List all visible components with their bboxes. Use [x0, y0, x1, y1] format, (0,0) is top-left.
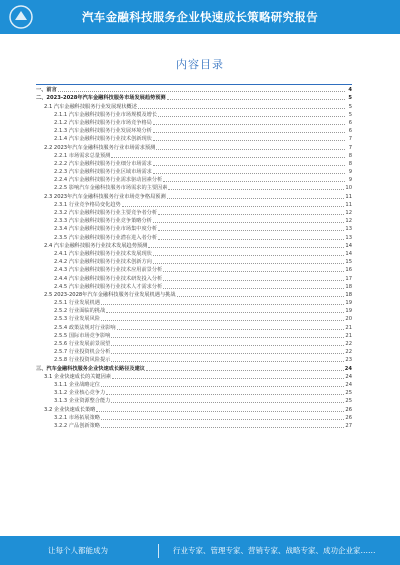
toc-entry[interactable] [36, 340, 352, 348]
toc-leader-dots [153, 172, 345, 174]
report-title: 汽车金融科技服务企业快速成长策略研究报告 [82, 10, 318, 24]
toc-entry-label: 2.4 汽车金融科技服务行业技术发展趋势预测 [44, 242, 148, 249]
toc-leader-dots [106, 393, 344, 395]
page-header [0, 0, 400, 34]
toc-entry-label: 2.5.1 行业发展机遇 [54, 300, 100, 307]
toc-entry-label: 一、前言 [36, 87, 57, 94]
toc-leader-dots [163, 180, 345, 182]
toc-entry-label: 2.1 汽车金融科技服务行业发展现状概述 [44, 103, 137, 110]
toc-leader-dots [158, 213, 344, 215]
toc-leader-dots [153, 139, 345, 141]
toc-entry[interactable] [36, 102, 352, 110]
toc-entry[interactable] [36, 381, 352, 389]
toc-entry-page: 8 [348, 152, 352, 159]
toc-entry-label: 2.3 2023年汽车金融科技服务行业市场竞争格局预测 [44, 193, 166, 200]
toc-entry-page: 14 [345, 242, 352, 249]
toc-leader-dots [101, 426, 344, 428]
toc-entry-page: 20 [345, 316, 352, 323]
toc-entry-page: 18 [345, 283, 352, 290]
toc-entry[interactable] [36, 283, 352, 291]
toc-entry[interactable] [36, 135, 352, 143]
toc-leader-dots [153, 254, 345, 256]
toc-heading: 内容目录 [176, 58, 224, 71]
toc-leader-dots [163, 270, 344, 272]
toc-entry-page: 11 [345, 201, 352, 208]
toc-entry-page: 13 [345, 226, 352, 233]
toc-entry-page: 11 [345, 193, 352, 200]
toc-entry[interactable] [36, 176, 352, 184]
toc-leader-dots [96, 410, 344, 412]
toc-entry[interactable] [36, 332, 352, 340]
toc-entry[interactable] [36, 111, 352, 119]
toc-entry[interactable] [36, 307, 352, 315]
toc-entry-page: 6 [348, 119, 352, 126]
toc-entry-label: 2.5 2023-2028年汽车金融科技服务行业发展机遇与挑战 [44, 291, 176, 298]
toc-entry-label: 3.2.1 市场拓展策略 [54, 414, 100, 421]
toc-leader-dots [101, 385, 344, 387]
toc-leader-dots [153, 131, 345, 133]
toc-leader-dots [146, 369, 344, 371]
toc-entry[interactable] [36, 397, 352, 405]
toc-entry-page: 4 [348, 87, 352, 94]
toc-entry-label: 2.5.8 行业投资风险提示 [54, 357, 111, 364]
toc-entry-page: 7 [348, 144, 352, 151]
toc-leader-dots [111, 344, 344, 346]
toc-entry-page: 9 [348, 177, 352, 184]
toc-leader-dots [158, 238, 344, 240]
toc-entry[interactable] [36, 405, 352, 413]
toc-leader-dots [167, 197, 345, 199]
toc-leader-dots [138, 107, 345, 109]
toc-entry-label: 2.2 2023年汽车金融科技服务行业市场需求预测 [44, 144, 156, 151]
toc-entry-label: 3.2.2 产品创新策略 [54, 422, 100, 429]
toc-entry-label: 2.3.4 汽车金融科技服务行业市场集中度分析 [54, 226, 158, 233]
toc-leader-dots [117, 328, 345, 330]
toc-entry[interactable] [36, 192, 352, 200]
toc-leader-dots [153, 123, 345, 125]
toc-entry-label: 2.4.4 汽车金融科技服务行业技术研发投入分析 [54, 275, 163, 282]
toc-entry-page: 21 [345, 332, 352, 339]
toc-entry-page: 22 [345, 349, 352, 356]
toc-entry-label: 2.5.7 行业投资机会分析 [54, 349, 111, 356]
toc-entry[interactable] [36, 160, 352, 168]
toc-leader-dots [153, 164, 345, 166]
toc-divider [36, 84, 352, 85]
toc-leader-dots [168, 188, 344, 190]
footer-roles: 行业专家、管理专家、营销专家、战略专家、成功企业家…… [173, 546, 376, 555]
toc-entry-page: 27 [345, 422, 352, 429]
toc-leader-dots [163, 279, 344, 281]
toc-leader-dots [163, 287, 344, 289]
table-of-contents [36, 86, 352, 430]
toc-entry-label: 2.1.4 汽车金融科技服务行业技术创新现状 [54, 136, 152, 143]
toc-entry-page: 25 [345, 390, 352, 397]
toc-entry-page: 23 [345, 357, 352, 364]
toc-entry-page: 24 [344, 365, 352, 372]
toc-entry-page: 24 [345, 381, 352, 388]
toc-entry-page: 6 [348, 128, 352, 135]
toc-entry-label: 2.3.1 行业竞争格局变化趋势 [54, 201, 121, 208]
toc-leader-dots [106, 311, 344, 313]
logo-icon [8, 4, 34, 30]
toc-leader-dots [101, 303, 344, 305]
toc-entry-label: 2.3.3 汽车金融科技服务行业竞争策略分析 [54, 218, 152, 225]
toc-leader-dots [148, 246, 344, 248]
toc-entry-label: 三、汽车金融科技服务企业快速成长路径及建议 [36, 365, 145, 372]
toc-entry-label: 2.2.3 汽车金融科技服务行业区域市场需求 [54, 169, 152, 176]
toc-entry-page: 19 [345, 308, 352, 315]
toc-leader-dots [158, 229, 344, 231]
toc-entry[interactable] [36, 152, 352, 160]
toc-entry[interactable] [36, 364, 352, 372]
toc-entry-page: 7 [348, 136, 352, 143]
toc-entry[interactable] [36, 119, 352, 127]
toc-entry[interactable] [36, 127, 352, 135]
toc-entry-label: 2.5.4 政策法规对行业影响 [54, 324, 116, 331]
toc-leader-dots [111, 336, 344, 338]
footer-slogan: 让每个人都能成为 [48, 546, 108, 555]
toc-entry-label: 2.1.3 汽车金融科技服务行业发展环境分析 [54, 128, 152, 135]
toc-entry-label: 2.3.2 汽车金融科技服务行业主要竞争者分析 [54, 210, 158, 216]
toc-entry-page: 21 [345, 324, 352, 331]
toc-entry-label: 2.4.1 汽车金融科技服务行业技术发展现状 [54, 250, 152, 257]
toc-entry-page: 8 [348, 160, 352, 167]
toc-leader-dots [101, 319, 344, 321]
toc-entry-page: 26 [345, 414, 352, 421]
toc-entry-label: 3.1.3 企业资源整合能力 [54, 398, 111, 405]
toc-entry-page: 13 [345, 234, 352, 241]
toc-entry-label: 2.4.2 汽车金融科技服务行业技术创新方向 [54, 259, 152, 266]
footer-divider [158, 544, 159, 558]
toc-entry[interactable] [36, 274, 352, 282]
toc-leader-dots [111, 401, 344, 403]
toc-entry[interactable] [36, 422, 352, 430]
toc-entry-page: 9 [348, 169, 352, 176]
toc-entry-page: 12 [345, 218, 352, 225]
toc-entry-page: 26 [345, 406, 352, 413]
toc-entry-label: 二、2023-2028年汽车金融科技服务市场发展趋势预测 [36, 95, 166, 102]
toc-entry-page: 24 [345, 373, 352, 380]
toc-leader-dots [167, 98, 345, 100]
toc-leader-dots [58, 90, 345, 92]
toc-entry[interactable] [36, 389, 352, 397]
toc-entry-label: 3.1.2 企业核心竞争力 [54, 390, 106, 397]
toc-entry[interactable] [36, 168, 352, 176]
toc-entry[interactable] [36, 143, 352, 151]
toc-entry[interactable] [36, 86, 352, 94]
toc-entry-page: 19 [345, 300, 352, 307]
toc-entry[interactable] [36, 291, 352, 299]
toc-entry[interactable] [36, 356, 352, 364]
toc-entry-label: 2.1.1 汽车金融科技服务行业市场规模及增长 [54, 111, 158, 118]
toc-entry[interactable] [36, 299, 352, 307]
toc-entry[interactable] [36, 373, 352, 381]
toc-entry-page: 16 [345, 267, 352, 274]
toc-entry-page: 5 [348, 103, 352, 110]
toc-entry-page: 22 [345, 341, 352, 347]
toc-entry-label: 2.2.4 汽车金融科技服务行业需求驱动因素分析 [54, 177, 163, 184]
toc-entry-page: 12 [345, 210, 352, 216]
toc-leader-dots [111, 360, 344, 362]
toc-entry-label: 2.5.5 国际市场竞争影响 [54, 332, 111, 339]
toc-entry-page: 18 [345, 291, 352, 298]
toc-leader-dots [177, 295, 345, 297]
toc-entry[interactable] [36, 250, 352, 258]
toc-entry-label: 2.1.2 汽车金融科技服务行业市场竞争格局 [54, 119, 152, 126]
toc-leader-dots [122, 205, 345, 207]
toc-entry[interactable] [36, 225, 352, 233]
toc-entry[interactable] [36, 209, 352, 217]
toc-entry-label: 2.5.2 行业面临的挑战 [54, 308, 106, 315]
toc-entry-page: 14 [345, 250, 352, 257]
toc-leader-dots [112, 377, 344, 379]
toc-entry-label: 2.2.1 市场需求总量预测 [54, 152, 111, 159]
page-footer [0, 536, 400, 565]
toc-entry-page: 25 [345, 398, 352, 405]
toc-entry-label: 2.4.3 汽车金融科技服务行业技术应用前景分析 [54, 267, 163, 274]
toc-entry[interactable] [36, 315, 352, 323]
toc-leader-dots [111, 352, 344, 354]
toc-entry-label: 2.2.2 汽车金融科技服务行业细分市场需求 [54, 160, 152, 167]
toc-entry[interactable] [36, 184, 352, 192]
toc-entry[interactable] [36, 414, 352, 422]
toc-entry-page: 17 [345, 275, 352, 282]
toc-entry[interactable] [36, 242, 352, 250]
toc-entry[interactable] [36, 201, 352, 209]
toc-entry[interactable] [36, 94, 352, 102]
toc-entry-page: 15 [345, 259, 352, 266]
toc-leader-dots [156, 148, 345, 150]
toc-entry-label: 3.1 企业快速成长的关键因素 [44, 373, 111, 380]
toc-leader-dots [153, 262, 345, 264]
toc-leader-dots [101, 418, 344, 420]
toc-entry-label: 3.1.1 企业战略定位 [54, 381, 100, 388]
toc-entry-label: 2.4.5 汽车金融科技服务行业技术人才需求分析 [54, 283, 163, 290]
toc-entry[interactable] [36, 323, 352, 331]
toc-entry-page: 5 [348, 111, 352, 118]
toc-entry-label: 2.3.5 汽车金融科技服务行业潜在进入者分析 [54, 234, 158, 241]
toc-entry[interactable] [36, 217, 352, 225]
toc-entry-label: 2.2.5 影响汽车金融科技服务市场需求的主要因素 [54, 185, 168, 192]
toc-entry[interactable] [36, 266, 352, 274]
toc-entry-label: 2.5.6 行业发展前景展望 [54, 341, 111, 347]
toc-leader-dots [158, 115, 345, 117]
toc-leader-dots [153, 221, 345, 223]
toc-entry[interactable] [36, 258, 352, 266]
toc-entry[interactable] [36, 233, 352, 241]
toc-entry-label: 3.2 企业快速成长策略 [44, 406, 96, 413]
toc-entry[interactable] [36, 348, 352, 356]
toc-leader-dots [111, 156, 345, 158]
toc-entry-page: 10 [345, 185, 352, 192]
toc-entry-page: 5 [348, 95, 352, 102]
toc-entry-label: 2.5.3 行业发展风险 [54, 316, 100, 323]
